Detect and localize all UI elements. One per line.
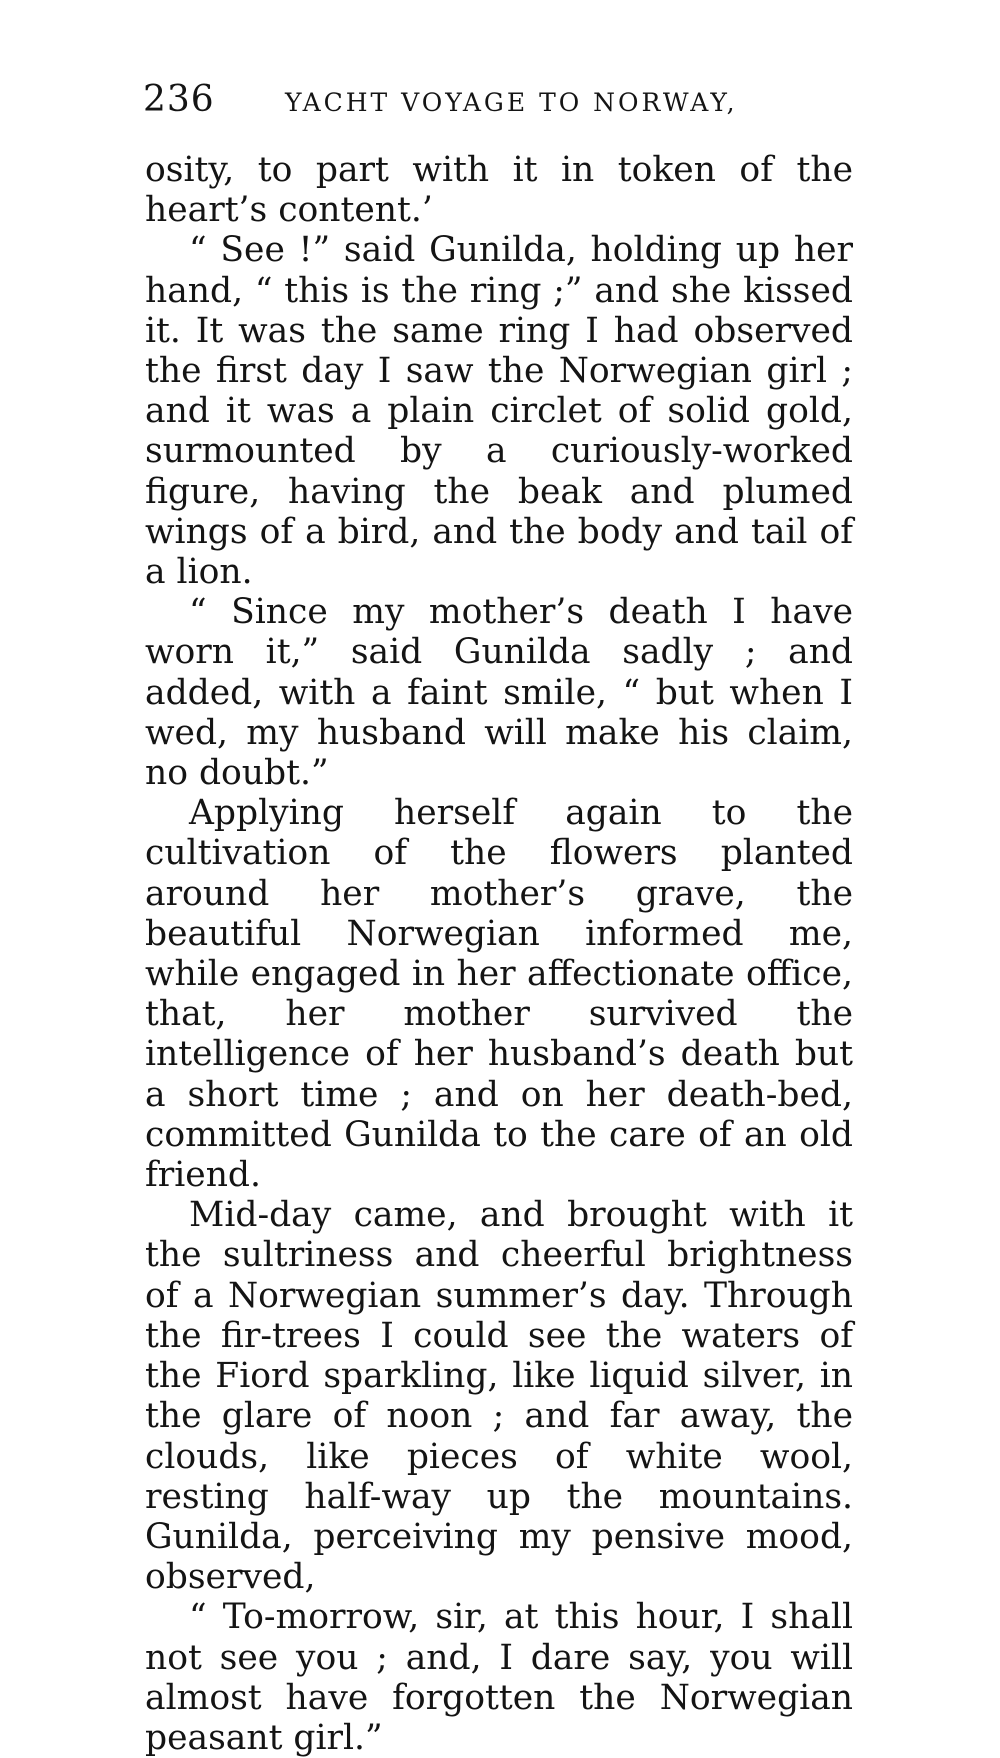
page-number: 236 xyxy=(143,79,215,120)
running-head xyxy=(143,80,863,130)
paragraph-2: “ See !” said Gunilda, holding up her hand, “ this is the ring ;” and she kissed it. It was the same ring I had observed the first day I saw the Norwegian girl ; and it was a plain circlet of solid gold, surmounted by a curiously-worked figure, having the beak and plumed wings of a bird, and the body and tail of a lion. xyxy=(145,230,853,593)
body-text xyxy=(145,150,853,1758)
paragraph-5: Mid-day came, and brought with it the sultriness and cheerful brightness of a Norwegian summer’s day. Through the fir-trees I could see the waters of the Fiord sparkling, like liquid silver, in the glare of noon ; and far away, the clouds, like pieces of white wool, resting half-way up the mountains. Gunilda, perceiving my pensive mood, observed, xyxy=(145,1195,853,1598)
paragraph-1: osity, to part with it in token of the heart’s content.’ xyxy=(145,150,853,231)
paragraph-3: “ Since my mother’s death I have worn it,” said Gunilda sadly ; and added, with a faint smile, “ but when I wed, my husband will make his claim, no doubt.” xyxy=(145,592,853,794)
paragraph-4: Applying herself again to the cultivation of the flowers planted around her mother’s grave, the beautiful Norwegian informed me, while engaged in her affectionate office, that, her mother survived the intelligence of her husband’s death but a short time ; and on her death-bed, committed Gunilda to the care of an old friend. xyxy=(145,793,853,1196)
paragraph-6: “ To-morrow, sir, at this hour, I shall not see you ; and, I dare say, you will almost have forgotten the Norwegian peasant girl.” xyxy=(145,1597,853,1758)
running-title: YACHT VOYAGE TO NORWAY, xyxy=(285,88,738,117)
